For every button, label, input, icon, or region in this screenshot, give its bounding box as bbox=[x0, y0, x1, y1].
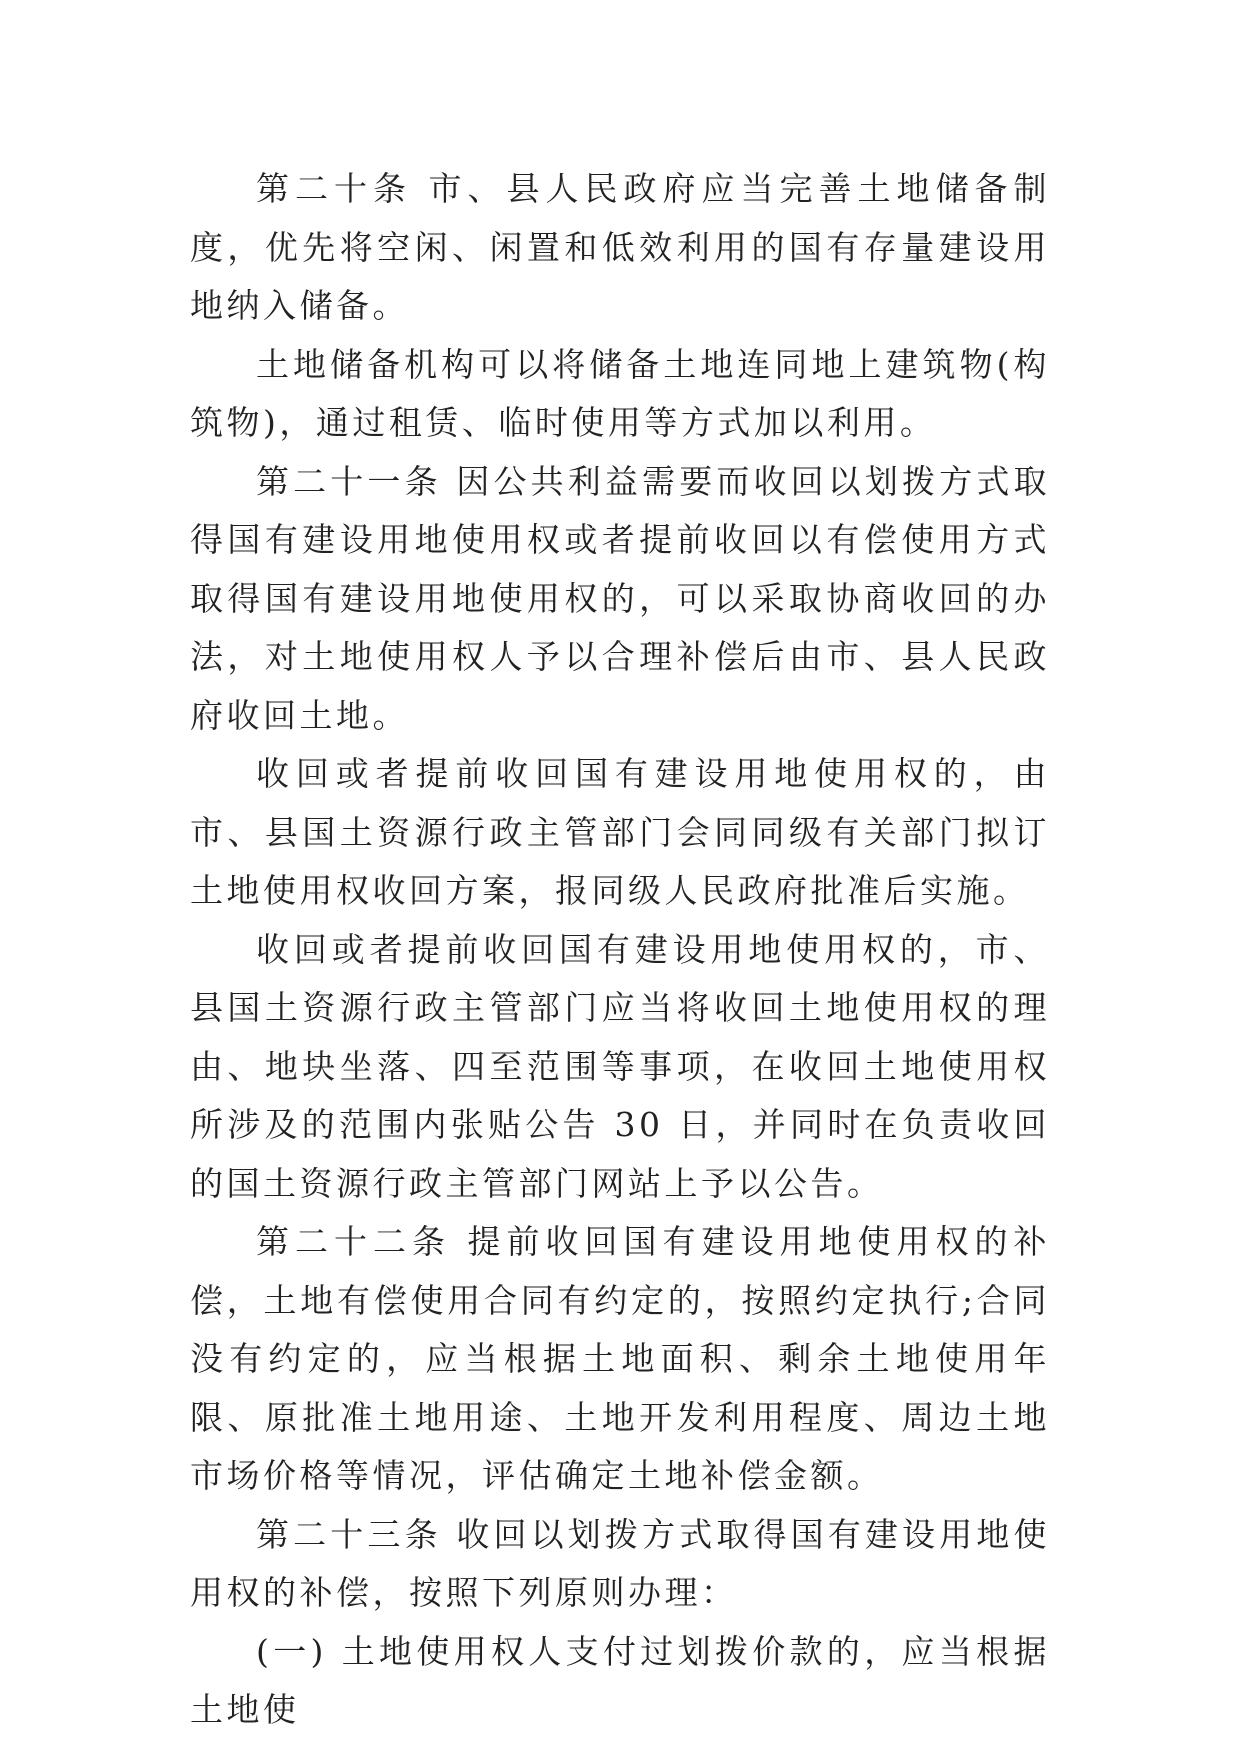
paragraph-recovery-notice: 收回或者提前收回国有建设用地使用权的，市、县国土资源行政主管部门应当将收回土地使用权的理由、地块坐落、四至范围等事项，在收回土地使用权所涉及的范围内张贴公告 30 日，并同时在负责收回的国土资源行政主管部门网站上予以公告。 bbox=[190, 929, 1050, 1203]
paragraph-article-20: 第二十条 市、县人民政府应当完善土地储备制度，优先将空闲、闲置和低效利用的国有存量建设用地纳入储备。 bbox=[190, 169, 1050, 325]
paragraph-land-reserve-use: 土地储备机构可以将储备土地连同地上建筑物(构筑物)，通过租赁、临时使用等方式加以利用。 bbox=[190, 344, 1050, 442]
document-body bbox=[190, 160, 1050, 1740]
paragraph-article-22: 第二十二条 提前收回国有建设用地使用权的补偿，土地有偿使用合同有约定的，按照约定执行;合同没有约定的，应当根据土地面积、剩余土地使用年限、原批准土地用途、土地开发利用程度、周边土地市场价格等情况，评估确定土地补偿金额。 bbox=[190, 1222, 1050, 1495]
paragraph-article-21: 第二十一条 因公共利益需要而收回以划拨方式取得国有建设用地使用权或者提前收回以有偿使用方式取得国有建设用地使用权的，可以采取协商收回的办法，对土地使用权人予以合理补偿后由市、县人民政府收回土地。 bbox=[190, 461, 1050, 735]
paragraph-article-23: 第二十三条 收回以划拨方式取得国有建设用地使用权的补偿，按照下列原则办理： bbox=[190, 1514, 1050, 1612]
paragraph-recovery-plan: 收回或者提前收回国有建设用地使用权的，由市、县国土资源行政主管部门会同同级有关部门拟订土地使用权收回方案，报同级人民政府批准后实施。 bbox=[190, 754, 1050, 910]
paragraph-item-1: (一) 土地使用权人支付过划拨价款的，应当根据土地使 bbox=[190, 1631, 1050, 1729]
